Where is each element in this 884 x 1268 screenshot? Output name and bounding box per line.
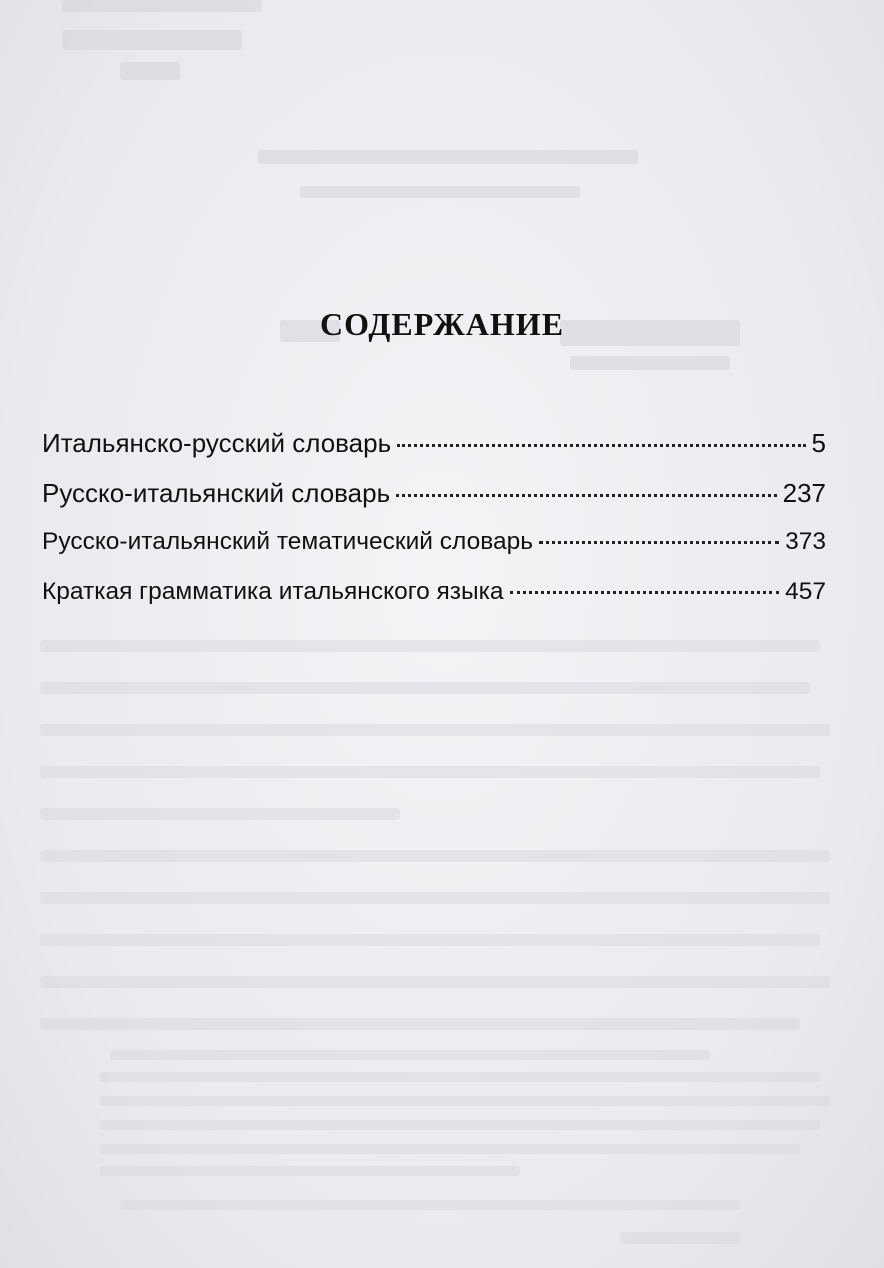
toc-leader-dots [397,444,805,447]
toc-entry-page: 237 [782,478,826,508]
page-title: СОДЕРЖАНИЕ [319,306,565,342]
table-of-contents [42,428,826,628]
toc-leader-dots [396,494,776,497]
toc-entry [42,428,826,478]
toc-entry-page: 373 [785,528,826,555]
toc-entry [42,528,826,578]
toc-entry-label: Русско-итальянский словарь [42,478,391,508]
toc-leader-dots [539,541,779,544]
toc-entry-label: Краткая грамматика итальянского языка [42,578,504,605]
toc-entry [42,478,826,528]
toc-entry-label: Итальянско-русский словарь [42,428,392,458]
toc-entry-page: 5 [811,428,826,458]
toc-entry-label: Русско-итальянский тематический словарь [42,528,534,555]
toc-leader-dots [510,591,780,594]
toc-entry-page: 457 [785,578,826,605]
toc-entry [42,578,826,628]
